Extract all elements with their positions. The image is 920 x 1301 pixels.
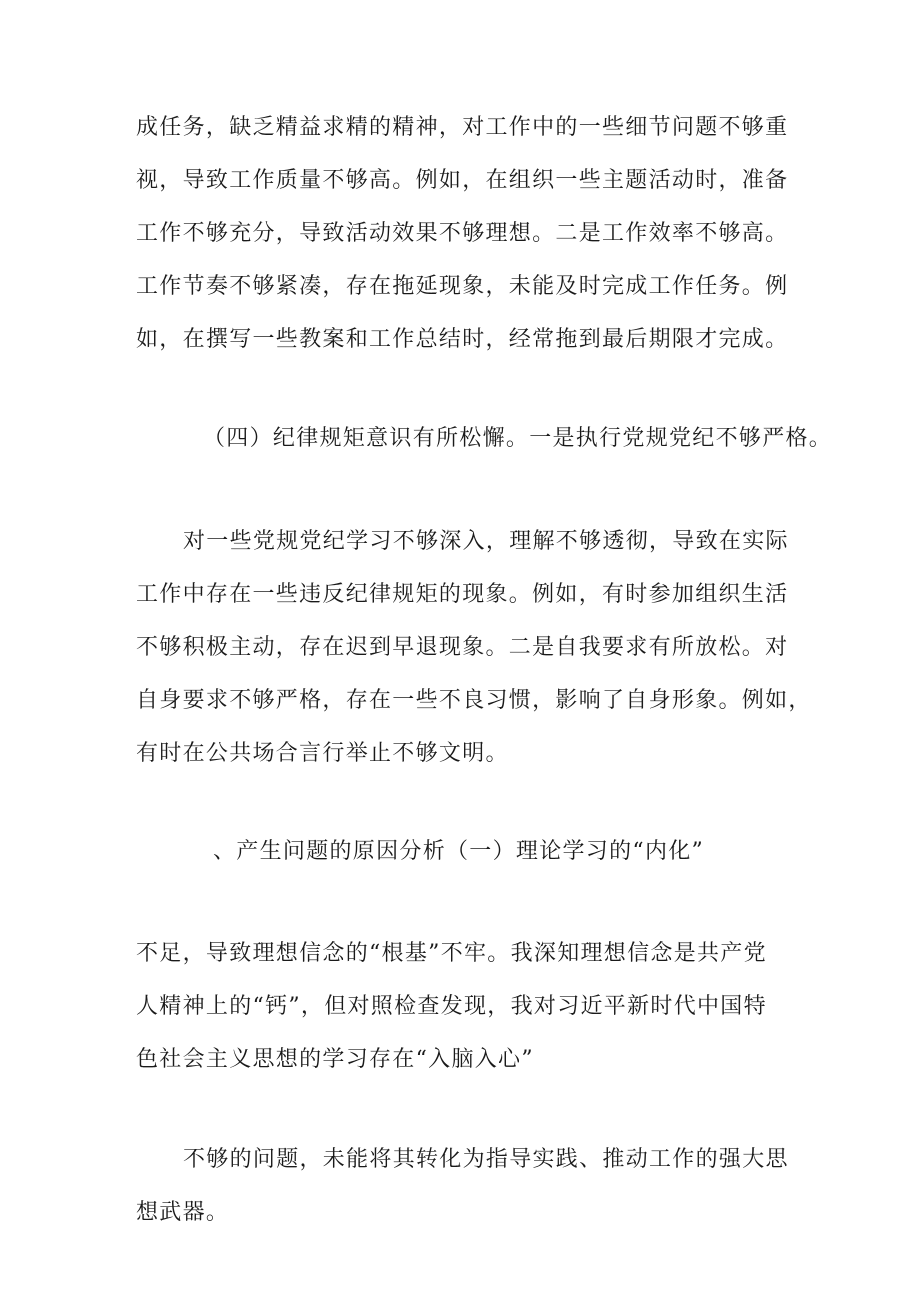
- body-text-line: 视，导致工作质量不够高。例如，在组织一些主题活动时，准备: [136, 168, 789, 193]
- body-text-line: 工作中存在一些违反纪律规矩的现象。例如，有时参加组织生活: [136, 582, 789, 607]
- body-text-line: 不足，导致理想信念的“根基”不牢。我深知理想信念是共产党: [136, 941, 767, 966]
- section-heading-line: （四）纪律规矩意识有所松懈。一是执行党规党纪不够严格。: [203, 426, 833, 451]
- body-text-line: 工作不够充分，导致活动效果不够理想。二是工作效率不够高。: [136, 221, 789, 246]
- body-text-line: 想武器。: [136, 1200, 230, 1225]
- body-text-line: 不够的问题，未能将其转化为指导实践、推动工作的强大思: [183, 1147, 789, 1172]
- section-heading-line: 、产生问题的原因分析（一）理论学习的“内化”: [213, 839, 705, 864]
- body-text-line: 对一些党规党纪学习不够深入，理解不够透彻，导致在实际: [183, 529, 789, 554]
- body-text-line: 人精神上的“钙”，但对照检查发现，我对习近平新时代中国特: [136, 994, 767, 1019]
- body-text-line: 如，在撰写一些教案和工作总结时，经常拖到最后期限才完成。: [136, 327, 789, 352]
- body-text-line: 有时在公共场合言行举止不够文明。: [136, 741, 509, 766]
- body-text-line: 成任务，缺乏精益求精的精神，对工作中的一些细节问题不够重: [136, 115, 789, 140]
- body-text-line: 自身要求不够严格，存在一些不良习惯，影响了自身形象。例如，: [136, 688, 812, 713]
- body-text-line: 色社会主义思想的学习存在“入脑入心”: [136, 1047, 534, 1072]
- body-text-line: 工作节奏不够紧凑，存在拖延现象，未能及时完成工作任务。例: [136, 274, 789, 299]
- body-text-line: 不够积极主动，存在迟到早退现象。二是自我要求有所放松。对: [136, 635, 789, 660]
